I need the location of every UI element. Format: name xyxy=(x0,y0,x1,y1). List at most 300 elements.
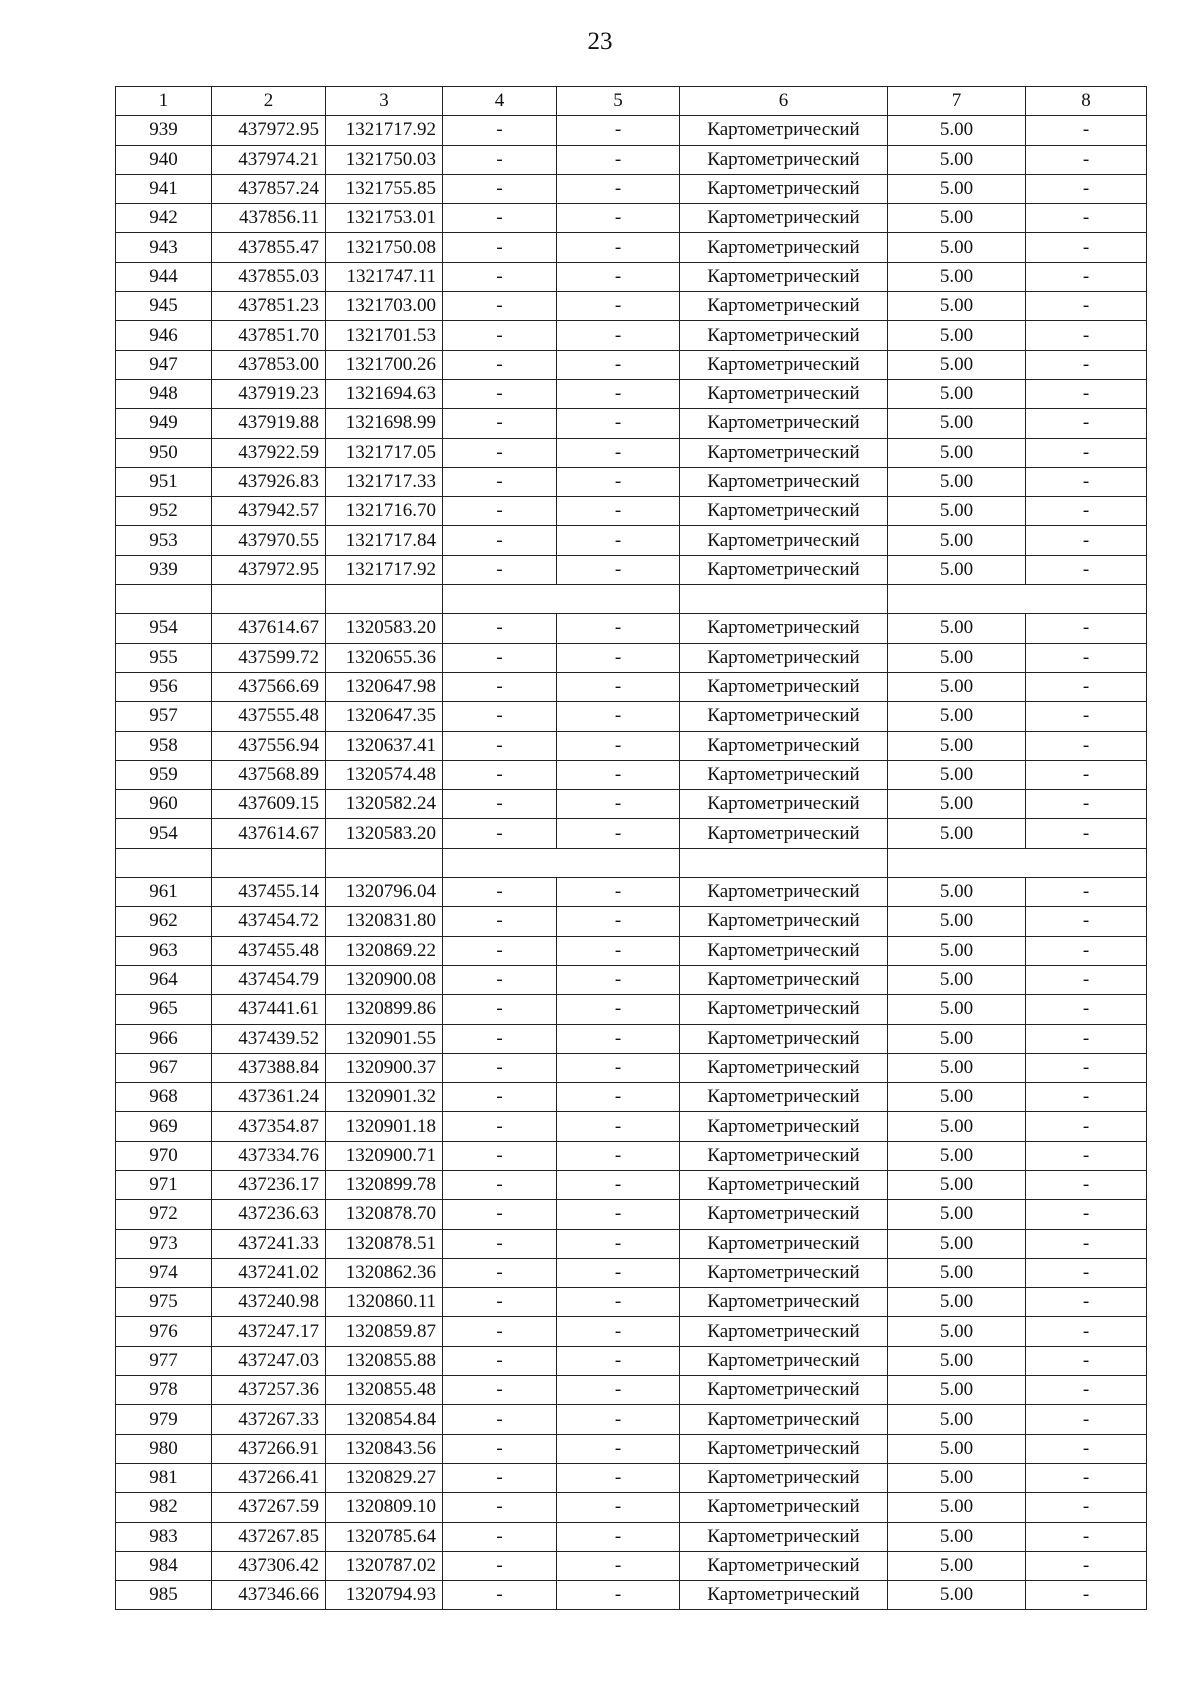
table-row xyxy=(116,1405,1147,1434)
table-cell: 1320878.70 xyxy=(326,1200,443,1229)
table-cell: - xyxy=(443,1405,557,1434)
table-cell: - xyxy=(443,1493,557,1522)
table-row xyxy=(116,1434,1147,1463)
table-cell: - xyxy=(443,1376,557,1405)
table-row xyxy=(116,292,1147,321)
table-cell: 1320855.48 xyxy=(326,1376,443,1405)
table-cell: 437609.15 xyxy=(212,790,326,819)
table-cell-empty xyxy=(680,585,888,614)
table-cell: - xyxy=(1026,790,1147,819)
table-cell: - xyxy=(443,379,557,408)
table-cell: - xyxy=(443,1258,557,1287)
table-row xyxy=(116,1376,1147,1405)
table-cell: - xyxy=(443,790,557,819)
table-cell: 982 xyxy=(116,1493,212,1522)
table-cell: - xyxy=(443,1434,557,1463)
table-cell: - xyxy=(1026,350,1147,379)
table-cell: - xyxy=(1026,1112,1147,1141)
table-cell: 5.00 xyxy=(888,731,1026,760)
table-cell-empty xyxy=(443,585,680,614)
table-cell: 1321717.92 xyxy=(326,116,443,145)
table-cell: - xyxy=(1026,614,1147,643)
table-cell: Картометрический xyxy=(680,438,888,467)
table-cell: - xyxy=(443,907,557,936)
table-cell: 437388.84 xyxy=(212,1053,326,1082)
table-cell: 5.00 xyxy=(888,1463,1026,1492)
table-cell: 1320809.10 xyxy=(326,1493,443,1522)
table-cell: Картометрический xyxy=(680,174,888,203)
table-cell: 5.00 xyxy=(888,760,1026,789)
table-cell: - xyxy=(443,1200,557,1229)
table-cell: 941 xyxy=(116,174,212,203)
table-cell: Картометрический xyxy=(680,907,888,936)
table-cell: - xyxy=(1026,643,1147,672)
table-row xyxy=(116,907,1147,936)
table-cell: - xyxy=(443,1112,557,1141)
table-body xyxy=(116,116,1147,1610)
table-cell: 437853.00 xyxy=(212,350,326,379)
table-row xyxy=(116,204,1147,233)
table-cell: 1320859.87 xyxy=(326,1317,443,1346)
table-cell: 437454.72 xyxy=(212,907,326,936)
table-cell: 963 xyxy=(116,936,212,965)
table-cell: 437614.67 xyxy=(212,819,326,848)
table-cell: 1321701.53 xyxy=(326,321,443,350)
table-cell: 1320843.56 xyxy=(326,1434,443,1463)
table-cell: - xyxy=(1026,1463,1147,1492)
table-cell: 1320862.36 xyxy=(326,1258,443,1287)
table-cell: 437257.36 xyxy=(212,1376,326,1405)
table-cell: 1320785.64 xyxy=(326,1522,443,1551)
table-cell: 1320855.88 xyxy=(326,1346,443,1375)
table-cell: 5.00 xyxy=(888,116,1026,145)
table-cell: 1321717.33 xyxy=(326,467,443,496)
table-row xyxy=(116,731,1147,760)
table-row xyxy=(116,1083,1147,1112)
table-cell: - xyxy=(1026,438,1147,467)
table-cell: 437614.67 xyxy=(212,614,326,643)
table-cell: 437568.89 xyxy=(212,760,326,789)
table-cell: - xyxy=(443,204,557,233)
table-cell: - xyxy=(557,1405,680,1434)
table-cell: Картометрический xyxy=(680,321,888,350)
table-cell: 949 xyxy=(116,409,212,438)
table-cell: - xyxy=(1026,702,1147,731)
table-row xyxy=(116,1288,1147,1317)
table-cell: 985 xyxy=(116,1581,212,1610)
table-cell: 437346.66 xyxy=(212,1581,326,1610)
table-cell: 5.00 xyxy=(888,672,1026,701)
table-cell: - xyxy=(557,1434,680,1463)
table-cell: - xyxy=(443,1317,557,1346)
table-row xyxy=(116,497,1147,526)
table-cell: Картометрический xyxy=(680,555,888,584)
table-cell: - xyxy=(443,1581,557,1610)
table-cell: 5.00 xyxy=(888,438,1026,467)
table-cell: - xyxy=(557,1170,680,1199)
table-cell: Картометрический xyxy=(680,819,888,848)
table-cell: 437926.83 xyxy=(212,467,326,496)
table-cell: - xyxy=(557,350,680,379)
table-cell: Картометрический xyxy=(680,1141,888,1170)
column-header: 2 xyxy=(212,87,326,116)
table-cell: - xyxy=(557,233,680,262)
table-row xyxy=(116,1170,1147,1199)
table-cell: 1321753.01 xyxy=(326,204,443,233)
table-cell: - xyxy=(557,262,680,291)
table-cell: 5.00 xyxy=(888,1522,1026,1551)
table-cell: 5.00 xyxy=(888,409,1026,438)
table-cell: 5.00 xyxy=(888,145,1026,174)
table-cell: Картометрический xyxy=(680,731,888,760)
table-cell: 939 xyxy=(116,116,212,145)
table-cell: 959 xyxy=(116,760,212,789)
table-cell: - xyxy=(443,1288,557,1317)
table-cell: 437454.79 xyxy=(212,965,326,994)
table-cell: 1320900.08 xyxy=(326,965,443,994)
table-cell: - xyxy=(557,1346,680,1375)
table-cell: - xyxy=(443,1141,557,1170)
table-cell: 5.00 xyxy=(888,1346,1026,1375)
table-cell: - xyxy=(557,1317,680,1346)
table-cell: - xyxy=(557,1551,680,1580)
table-cell: - xyxy=(443,936,557,965)
table-cell: 1320655.36 xyxy=(326,643,443,672)
table-cell: 1321700.26 xyxy=(326,350,443,379)
coordinates-table xyxy=(115,86,1147,1610)
table-cell: - xyxy=(1026,819,1147,848)
table-cell: - xyxy=(557,995,680,1024)
table-row xyxy=(116,467,1147,496)
table-cell: Картометрический xyxy=(680,1463,888,1492)
table-cell: 437241.33 xyxy=(212,1229,326,1258)
table-cell: 1320582.24 xyxy=(326,790,443,819)
table-cell: 5.00 xyxy=(888,790,1026,819)
table-cell: 437972.95 xyxy=(212,555,326,584)
table-cell: 974 xyxy=(116,1258,212,1287)
table-cell: - xyxy=(557,1581,680,1610)
table-cell: - xyxy=(557,1376,680,1405)
table-cell: - xyxy=(557,1229,680,1258)
table-cell: 967 xyxy=(116,1053,212,1082)
table-cell: 968 xyxy=(116,1083,212,1112)
table-row xyxy=(116,1522,1147,1551)
table-cell-empty xyxy=(888,848,1147,877)
table-cell: Картометрический xyxy=(680,1405,888,1434)
table-cell: - xyxy=(443,409,557,438)
table-row xyxy=(116,643,1147,672)
table-row xyxy=(116,1141,1147,1170)
table-cell: 1320899.78 xyxy=(326,1170,443,1199)
table-cell: - xyxy=(557,731,680,760)
table-cell: 1320794.93 xyxy=(326,1581,443,1610)
table-cell: - xyxy=(443,321,557,350)
table-cell: 948 xyxy=(116,379,212,408)
table-cell: - xyxy=(443,174,557,203)
table-cell: 437306.42 xyxy=(212,1551,326,1580)
table-cell-empty xyxy=(326,848,443,877)
table-cell: 437236.63 xyxy=(212,1200,326,1229)
table-cell: 1320831.80 xyxy=(326,907,443,936)
table-cell: - xyxy=(1026,409,1147,438)
table-cell: - xyxy=(443,497,557,526)
column-header: 7 xyxy=(888,87,1026,116)
table-cell: 972 xyxy=(116,1200,212,1229)
table-cell: - xyxy=(1026,145,1147,174)
table-cell: 943 xyxy=(116,233,212,262)
table-cell: Картометрический xyxy=(680,643,888,672)
table-cell: - xyxy=(1026,1141,1147,1170)
table-cell: 5.00 xyxy=(888,526,1026,555)
table-cell: 437240.98 xyxy=(212,1288,326,1317)
table-cell: 5.00 xyxy=(888,1141,1026,1170)
table-cell: Картометрический xyxy=(680,1200,888,1229)
table-cell: 437556.94 xyxy=(212,731,326,760)
table-cell: 946 xyxy=(116,321,212,350)
table-cell: 437247.17 xyxy=(212,1317,326,1346)
table-cell: - xyxy=(557,409,680,438)
table-cell: 5.00 xyxy=(888,467,1026,496)
table-cell: - xyxy=(1026,1083,1147,1112)
table-cell: - xyxy=(443,995,557,1024)
table-cell: - xyxy=(443,702,557,731)
table-cell: 965 xyxy=(116,995,212,1024)
table-cell: - xyxy=(557,555,680,584)
table-cell: - xyxy=(443,1083,557,1112)
table-cell: 5.00 xyxy=(888,819,1026,848)
table-cell: 984 xyxy=(116,1551,212,1580)
table-cell: 942 xyxy=(116,204,212,233)
table-cell-empty xyxy=(888,585,1147,614)
table-cell: Картометрический xyxy=(680,1170,888,1199)
table-cell: 5.00 xyxy=(888,379,1026,408)
table-cell: - xyxy=(557,1493,680,1522)
table-cell: 964 xyxy=(116,965,212,994)
table-cell: 5.00 xyxy=(888,350,1026,379)
table-cell: 978 xyxy=(116,1376,212,1405)
table-cell: - xyxy=(1026,116,1147,145)
table-cell: - xyxy=(557,643,680,672)
table-cell: - xyxy=(557,1288,680,1317)
table-cell: Картометрический xyxy=(680,1258,888,1287)
table-cell: - xyxy=(1026,292,1147,321)
table-cell-empty xyxy=(116,585,212,614)
table-cell: - xyxy=(557,292,680,321)
table-cell: 981 xyxy=(116,1463,212,1492)
table-cell: 437361.24 xyxy=(212,1083,326,1112)
column-header: 4 xyxy=(443,87,557,116)
table-cell: 5.00 xyxy=(888,321,1026,350)
table-cell: - xyxy=(557,702,680,731)
table-cell: - xyxy=(443,1024,557,1053)
table-cell: 437267.85 xyxy=(212,1522,326,1551)
table-cell: - xyxy=(1026,907,1147,936)
table-cell: - xyxy=(443,467,557,496)
table-cell: - xyxy=(557,878,680,907)
table-cell: - xyxy=(557,1522,680,1551)
column-header: 3 xyxy=(326,87,443,116)
table-cell: 5.00 xyxy=(888,1083,1026,1112)
table-cell: 5.00 xyxy=(888,1024,1026,1053)
table-cell: 437455.48 xyxy=(212,936,326,965)
table-cell-empty xyxy=(443,848,680,877)
table-row xyxy=(116,321,1147,350)
table-cell: - xyxy=(443,350,557,379)
table-cell: 437455.14 xyxy=(212,878,326,907)
table-cell: 973 xyxy=(116,1229,212,1258)
table-cell: 971 xyxy=(116,1170,212,1199)
table-cell: - xyxy=(443,878,557,907)
table-cell: - xyxy=(1026,936,1147,965)
table-cell: - xyxy=(1026,1317,1147,1346)
table-cell: - xyxy=(443,145,557,174)
table-cell: - xyxy=(557,145,680,174)
table-cell: 957 xyxy=(116,702,212,731)
table-cell: Картометрический xyxy=(680,1317,888,1346)
table-row xyxy=(116,1493,1147,1522)
table-cell: 1320860.11 xyxy=(326,1288,443,1317)
table-cell: 437334.76 xyxy=(212,1141,326,1170)
table-cell: 1321716.70 xyxy=(326,497,443,526)
table-cell: - xyxy=(557,614,680,643)
table-cell: - xyxy=(557,379,680,408)
table-cell: Картометрический xyxy=(680,1053,888,1082)
table-cell: - xyxy=(1026,1258,1147,1287)
table-cell: 5.00 xyxy=(888,907,1026,936)
table-separator-row xyxy=(116,848,1147,877)
table-cell: - xyxy=(557,116,680,145)
table-cell: - xyxy=(557,1053,680,1082)
table-cell: Картометрический xyxy=(680,936,888,965)
table-cell: 1321703.00 xyxy=(326,292,443,321)
table-cell: Картометрический xyxy=(680,116,888,145)
table-cell: 1320869.22 xyxy=(326,936,443,965)
table-cell: 980 xyxy=(116,1434,212,1463)
table-cell: - xyxy=(557,790,680,819)
table-cell: 952 xyxy=(116,497,212,526)
table-cell: 1320900.37 xyxy=(326,1053,443,1082)
table-cell: 1320647.98 xyxy=(326,672,443,701)
table-cell: 983 xyxy=(116,1522,212,1551)
table-row xyxy=(116,1581,1147,1610)
table-cell: - xyxy=(557,672,680,701)
table-cell: - xyxy=(443,1463,557,1492)
table-cell: - xyxy=(1026,174,1147,203)
table-cell: Картометрический xyxy=(680,672,888,701)
column-header: 1 xyxy=(116,87,212,116)
table-cell: 437267.59 xyxy=(212,1493,326,1522)
table-cell: 5.00 xyxy=(888,1317,1026,1346)
table-row xyxy=(116,409,1147,438)
table-cell: Картометрический xyxy=(680,350,888,379)
table-cell: 5.00 xyxy=(888,204,1026,233)
table-row xyxy=(116,819,1147,848)
table-cell-empty xyxy=(116,848,212,877)
table-row xyxy=(116,233,1147,262)
table-cell: - xyxy=(443,233,557,262)
table-cell: Картометрический xyxy=(680,878,888,907)
table-cell: - xyxy=(1026,1288,1147,1317)
table-row xyxy=(116,995,1147,1024)
table-cell: - xyxy=(443,819,557,848)
table-cell: - xyxy=(1026,1405,1147,1434)
table-cell: - xyxy=(1026,1053,1147,1082)
table-cell-empty xyxy=(212,848,326,877)
table-cell: 437851.23 xyxy=(212,292,326,321)
table-cell: 1321755.85 xyxy=(326,174,443,203)
table-cell: Картометрический xyxy=(680,409,888,438)
table-cell: - xyxy=(443,1229,557,1258)
table-cell: - xyxy=(1026,1200,1147,1229)
table-cell: 5.00 xyxy=(888,555,1026,584)
table-cell: - xyxy=(443,672,557,701)
table-cell: - xyxy=(443,760,557,789)
table-cell: 5.00 xyxy=(888,614,1026,643)
table-cell: - xyxy=(1026,1346,1147,1375)
table-cell: 1321750.08 xyxy=(326,233,443,262)
table-cell: 5.00 xyxy=(888,1053,1026,1082)
table-cell: 1321717.05 xyxy=(326,438,443,467)
table-cell: - xyxy=(1026,526,1147,555)
table-cell: Картометрический xyxy=(680,1434,888,1463)
table-cell: 437241.02 xyxy=(212,1258,326,1287)
table-cell: 437267.33 xyxy=(212,1405,326,1434)
table-cell: - xyxy=(1026,672,1147,701)
table-cell: 953 xyxy=(116,526,212,555)
table-cell: 437266.91 xyxy=(212,1434,326,1463)
table-cell: - xyxy=(1026,995,1147,1024)
table-cell: 950 xyxy=(116,438,212,467)
table-row xyxy=(116,438,1147,467)
table-cell: 969 xyxy=(116,1112,212,1141)
table-cell: Картометрический xyxy=(680,497,888,526)
table-cell: Картометрический xyxy=(680,1112,888,1141)
table-cell: - xyxy=(443,1522,557,1551)
table-cell: 5.00 xyxy=(888,878,1026,907)
table-cell: - xyxy=(1026,233,1147,262)
table-cell: 437266.41 xyxy=(212,1463,326,1492)
table-cell: - xyxy=(557,936,680,965)
table-cell: 5.00 xyxy=(888,1170,1026,1199)
table-cell: 1321698.99 xyxy=(326,409,443,438)
table-cell: Картометрический xyxy=(680,1083,888,1112)
table-cell: - xyxy=(1026,1434,1147,1463)
table-row xyxy=(116,1258,1147,1287)
table-row xyxy=(116,702,1147,731)
table-cell: 954 xyxy=(116,614,212,643)
table-cell: 5.00 xyxy=(888,1258,1026,1287)
table-cell: Картометрический xyxy=(680,965,888,994)
table-cell: 5.00 xyxy=(888,1112,1026,1141)
table-row xyxy=(116,878,1147,907)
table-cell: 5.00 xyxy=(888,1200,1026,1229)
table-cell: - xyxy=(443,614,557,643)
table-cell: 1320901.32 xyxy=(326,1083,443,1112)
table-cell: 5.00 xyxy=(888,1288,1026,1317)
table-cell: 437354.87 xyxy=(212,1112,326,1141)
table-cell: - xyxy=(1026,878,1147,907)
table-cell: 5.00 xyxy=(888,1551,1026,1580)
table-row xyxy=(116,1200,1147,1229)
table-row xyxy=(116,555,1147,584)
table-row xyxy=(116,1463,1147,1492)
table-cell: 1320583.20 xyxy=(326,819,443,848)
table-cell: 1320878.51 xyxy=(326,1229,443,1258)
table-cell: 5.00 xyxy=(888,702,1026,731)
table-cell: Картометрический xyxy=(680,1288,888,1317)
table-row xyxy=(116,174,1147,203)
table-cell: - xyxy=(557,321,680,350)
